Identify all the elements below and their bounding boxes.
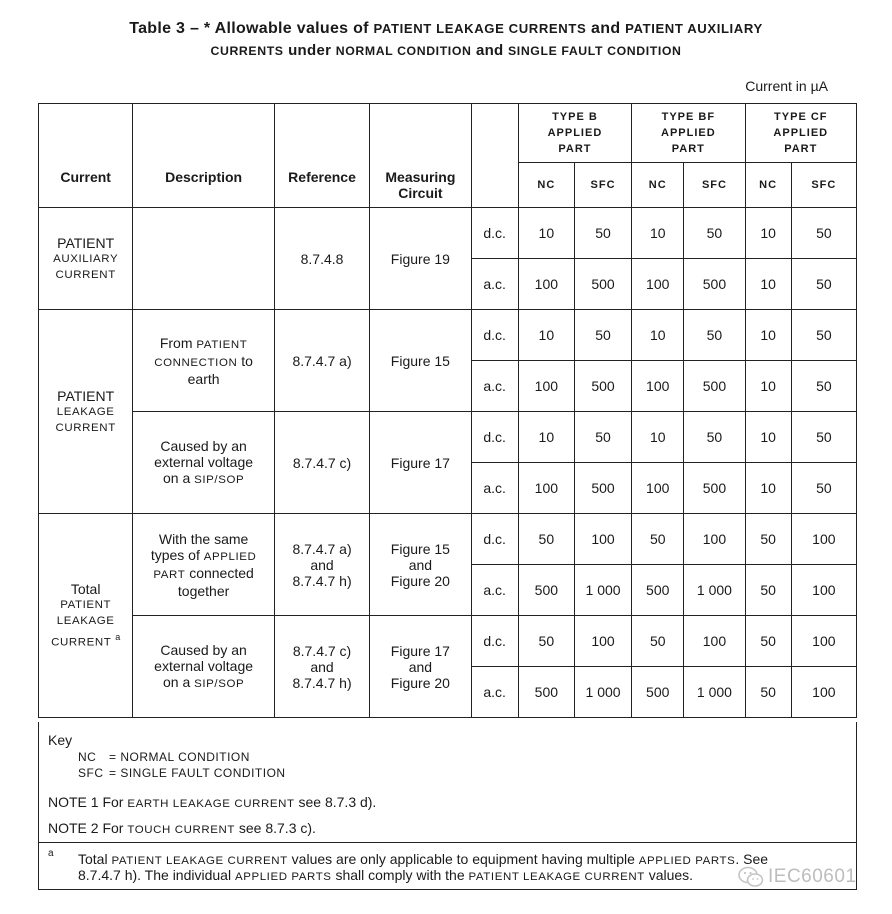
value-cell: 10 <box>745 412 791 463</box>
value-cell: 1 000 <box>574 565 631 616</box>
header-type-cf: TYPE CF APPLIED PART <box>745 104 856 163</box>
value-cell: 100 <box>518 361 574 412</box>
header-sfc: SFC <box>574 163 631 208</box>
current-type: d.c. <box>471 412 518 463</box>
value-cell: 50 <box>518 616 574 667</box>
footnote-mark: a <box>48 848 54 859</box>
value-cell: 1 000 <box>684 565 745 616</box>
value-cell: 1 000 <box>574 667 631 718</box>
description-cell: Caused by an external voltage on a SIP/SOP <box>133 616 275 718</box>
table-title-line-1: Table 3 – * Allowable values of PATIENT LEAKAGE CURRENTS and PATIENT AUXILIARY <box>129 20 763 37</box>
reference-cell: 8.7.4.7 a) <box>274 310 369 412</box>
value-cell: 100 <box>791 667 856 718</box>
current-type: a.c. <box>471 361 518 412</box>
header-type-bf: TYPE BF APPLIED PART <box>632 104 745 163</box>
value-cell: 10 <box>632 310 684 361</box>
value-cell: 50 <box>791 259 856 310</box>
value-cell: 500 <box>574 361 631 412</box>
reference-cell: 8.7.4.7 a) and 8.7.4.7 h) <box>274 514 369 616</box>
current-type: d.c. <box>471 514 518 565</box>
key-heading: Key <box>48 732 73 748</box>
header-nc: NC <box>518 163 574 208</box>
reference-cell: 8.7.4.8 <box>274 208 369 310</box>
value-cell: 100 <box>684 514 745 565</box>
header-type-b: TYPE B APPLIED PART <box>518 104 631 163</box>
table-row <box>39 208 857 259</box>
table-row <box>39 514 857 565</box>
value-cell: 50 <box>791 463 856 514</box>
description-cell: With the same types of APPLIED PART connected together <box>133 514 275 616</box>
table-title-line-2: CURRENTS under NORMAL CONDITION and SINGLE FAULT CONDITION <box>210 42 682 59</box>
value-cell: 10 <box>745 310 791 361</box>
value-cell: 50 <box>791 208 856 259</box>
value-cell: 500 <box>518 667 574 718</box>
table-row <box>39 310 857 361</box>
leakage-current-table <box>38 103 857 718</box>
value-cell: 10 <box>518 208 574 259</box>
circuit-cell: Figure 17 <box>370 412 471 514</box>
description-cell: Caused by an external voltage on a SIP/SOP <box>133 412 275 514</box>
value-cell: 50 <box>684 412 745 463</box>
reference-cell: 8.7.4.7 c) <box>274 412 369 514</box>
description-cell: From PATIENT CONNECTION to earth <box>133 310 275 412</box>
value-cell: 50 <box>632 616 684 667</box>
header-nc: NC <box>745 163 791 208</box>
current-patient-leakage: PATIENT LEAKAGE CURRENT <box>39 310 133 514</box>
value-cell: 100 <box>518 463 574 514</box>
footnote-marker: a <box>115 631 121 642</box>
current-type: a.c. <box>471 463 518 514</box>
value-cell: 50 <box>632 514 684 565</box>
value-cell: 50 <box>791 310 856 361</box>
value-cell: 500 <box>574 259 631 310</box>
value-cell: 10 <box>745 208 791 259</box>
value-cell: 500 <box>632 565 684 616</box>
value-cell: 100 <box>632 259 684 310</box>
footnote-divider <box>39 842 856 843</box>
current-type: a.c. <box>471 565 518 616</box>
table-row <box>39 412 857 463</box>
circuit-cell: Figure 15 and Figure 20 <box>370 514 471 616</box>
value-cell: 10 <box>518 310 574 361</box>
value-cell: 50 <box>745 616 791 667</box>
value-cell: 500 <box>518 565 574 616</box>
value-cell: 50 <box>745 565 791 616</box>
value-cell: 500 <box>684 463 745 514</box>
value-cell: 50 <box>574 208 631 259</box>
note-2: NOTE 2 For TOUCH CURRENT see 8.7.3 c). <box>48 820 316 836</box>
value-cell: 10 <box>745 463 791 514</box>
header-measuring-circuit: Measuring Circuit <box>370 104 471 208</box>
circuit-cell: Figure 17 and Figure 20 <box>370 616 471 718</box>
table-row <box>39 616 857 667</box>
current-type: a.c. <box>471 259 518 310</box>
value-cell: 10 <box>745 259 791 310</box>
circuit-cell: Figure 15 <box>370 310 471 412</box>
value-cell: 500 <box>684 361 745 412</box>
value-cell: 50 <box>791 412 856 463</box>
header-blank <box>471 104 518 208</box>
value-cell: 100 <box>632 361 684 412</box>
note-1: NOTE 1 For EARTH LEAKAGE CURRENT see 8.7.3 d). <box>48 794 377 810</box>
value-cell: 1 000 <box>684 667 745 718</box>
value-cell: 100 <box>791 565 856 616</box>
header-sfc: SFC <box>684 163 745 208</box>
value-cell: 10 <box>518 412 574 463</box>
header-description: Description <box>133 104 275 208</box>
value-cell: 50 <box>574 310 631 361</box>
wechat-icon <box>738 866 764 888</box>
value-cell: 50 <box>745 514 791 565</box>
value-cell: 100 <box>791 616 856 667</box>
value-cell: 50 <box>684 208 745 259</box>
table-footer <box>38 722 857 890</box>
current-type: d.c. <box>471 616 518 667</box>
watermark-text: IEC60601 <box>768 866 857 887</box>
unit-label: Current in µA <box>745 78 828 94</box>
value-cell: 10 <box>745 361 791 412</box>
circuit-cell: Figure 19 <box>370 208 471 310</box>
header-reference: Reference <box>274 104 369 208</box>
value-cell: 100 <box>574 616 631 667</box>
current-total-patient-leakage: Total PATIENT LEAKAGE CURRENT $^a$ <box>39 514 133 718</box>
current-patient-auxiliary: PATIENT AUXILIARY CURRENT <box>39 208 133 310</box>
header-sfc: SFC <box>791 163 856 208</box>
current-type: d.c. <box>471 310 518 361</box>
current-type: a.c. <box>471 667 518 718</box>
value-cell: 500 <box>574 463 631 514</box>
value-cell: 500 <box>684 259 745 310</box>
header-current: Current <box>39 104 133 208</box>
value-cell: 50 <box>791 361 856 412</box>
value-cell: 50 <box>684 310 745 361</box>
value-cell: 50 <box>518 514 574 565</box>
value-cell: 50 <box>574 412 631 463</box>
value-cell: 100 <box>684 616 745 667</box>
value-cell: 50 <box>745 667 791 718</box>
value-cell: 100 <box>791 514 856 565</box>
footnote-line-2: 8.7.4.7 h). The individual APPLIED PARTS shall comply with the PATIENT LEAKAGE CURRENT values. <box>78 867 694 883</box>
reference-cell: 8.7.4.7 c) and 8.7.4.7 h) <box>274 616 369 718</box>
description-empty <box>133 208 275 310</box>
value-cell: 10 <box>632 208 684 259</box>
value-cell: 10 <box>632 412 684 463</box>
value-cell: 100 <box>632 463 684 514</box>
value-cell: 100 <box>574 514 631 565</box>
current-type: d.c. <box>471 208 518 259</box>
value-cell: 100 <box>518 259 574 310</box>
footnote-line-1: Total PATIENT LEAKAGE CURRENT values are only applicable to equipment having multiple APPLIED PARTS. See <box>78 851 769 867</box>
header-nc: NC <box>632 163 684 208</box>
key-nc: NC = NORMAL CONDITION <box>78 750 250 764</box>
value-cell: 500 <box>632 667 684 718</box>
key-sfc: SFC = SINGLE FAULT CONDITION <box>78 766 286 780</box>
